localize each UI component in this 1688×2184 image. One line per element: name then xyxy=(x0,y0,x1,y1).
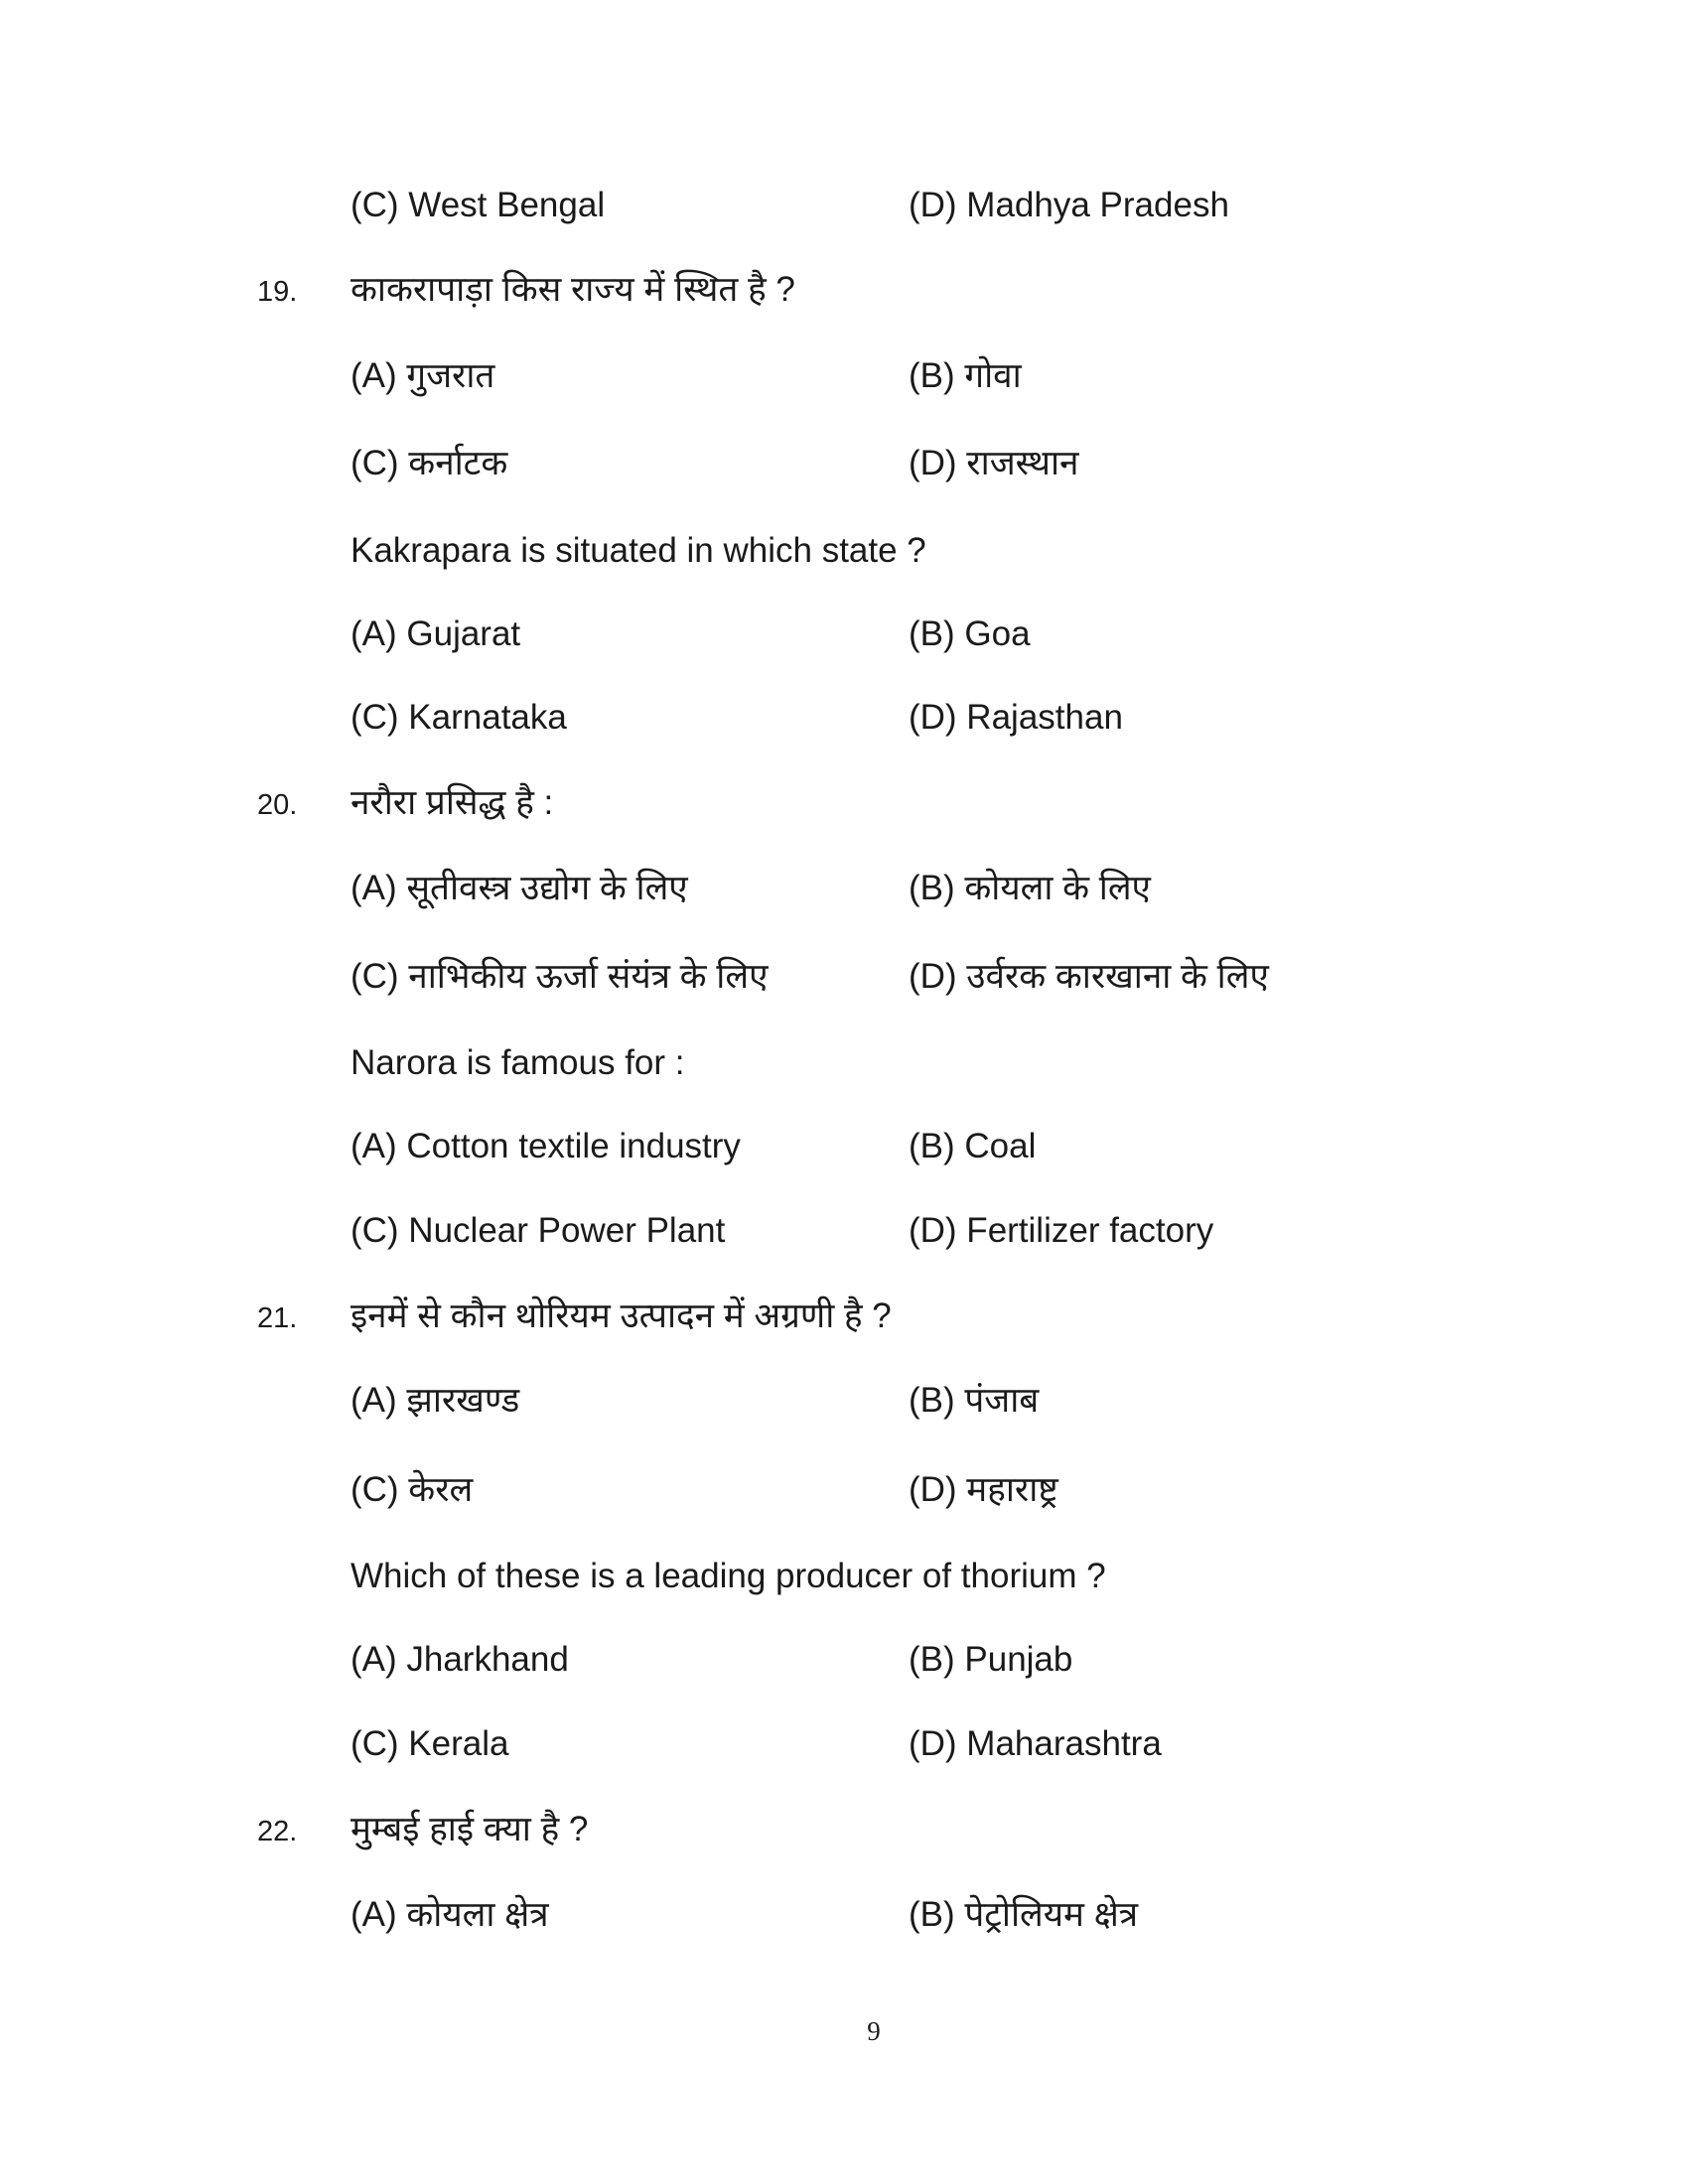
q19-option-d-en: (D) Rajasthan xyxy=(909,698,1123,737)
q21-option-b-en: (B) Punjab xyxy=(909,1640,1073,1679)
q20-question-en: Narora is famous for : xyxy=(351,1043,685,1082)
q22-question-hi: मुम्बई हाई क्या है ? xyxy=(351,1810,589,1848)
q20-option-a-hi: (A) सूतीवस्त्र उद्योग के लिए xyxy=(351,869,688,907)
q22-option-b-hi: (B) पेट्रोलियम क्षेत्र xyxy=(909,1895,1139,1934)
q20-option-b-hi: (B) कोयला के लिए xyxy=(909,869,1151,907)
q20-option-c-en: (C) Nuclear Power Plant xyxy=(351,1211,726,1250)
q22-option-a-hi: (A) कोयला क्षेत्र xyxy=(351,1895,549,1934)
q21-question-hi: इनमें से कौन थोरियम उत्पादन में अग्रणी है ? xyxy=(351,1297,892,1335)
q20-question-hi: नरौरा प्रसिद्ध है : xyxy=(351,783,554,822)
q21-option-d-hi: (D) महाराष्ट्र xyxy=(909,1470,1058,1509)
q21-question-en: Which of these is a leading producer of thorium ? xyxy=(351,1557,1106,1595)
q20-option-c-hi: (C) नाभिकीय ऊर्जा संयंत्र के लिए xyxy=(351,957,769,996)
q18-option-c-en: (C) West Bengal xyxy=(351,186,606,224)
q21-option-a-hi: (A) झारखण्ड xyxy=(351,1381,520,1420)
q21-option-b-hi: (B) पंजाब xyxy=(909,1381,1040,1420)
q21-option-a-en: (A) Jharkhand xyxy=(351,1640,569,1679)
q19-question-hi: काकरापाड़ा किस राज्य में स्थित है ? xyxy=(351,270,795,309)
q19-option-c-hi: (C) कर्नाटक xyxy=(351,444,508,482)
q19-option-c-en: (C) Karnataka xyxy=(351,698,567,737)
q19-number: 19. xyxy=(257,276,298,308)
q20-option-d-en: (D) Fertilizer factory xyxy=(909,1211,1214,1250)
q19-option-d-hi: (D) राजस्थान xyxy=(909,444,1079,482)
q22-number: 22. xyxy=(257,1816,298,1847)
q19-question-en: Kakrapara is situated in which state ? xyxy=(351,531,926,570)
q19-option-b-en: (B) Goa xyxy=(909,614,1031,653)
q20-number: 20. xyxy=(257,789,298,821)
q19-option-a-hi: (A) गुजरात xyxy=(351,356,495,395)
q21-option-d-en: (D) Maharashtra xyxy=(909,1724,1162,1763)
q21-option-c-en: (C) Kerala xyxy=(351,1724,509,1763)
q20-option-b-en: (B) Coal xyxy=(909,1127,1037,1165)
q19-option-a-en: (A) Gujarat xyxy=(351,614,521,653)
q21-number: 21. xyxy=(257,1302,298,1334)
q21-option-c-hi: (C) केरल xyxy=(351,1470,474,1509)
q20-option-d-hi: (D) उर्वरक कारखाना के लिए xyxy=(909,957,1269,996)
q19-option-b-hi: (B) गोवा xyxy=(909,356,1022,395)
page-number: 9 xyxy=(867,2016,881,2046)
q18-option-d-en: (D) Madhya Pradesh xyxy=(909,186,1229,224)
q20-option-a-en: (A) Cotton textile industry xyxy=(351,1127,741,1165)
